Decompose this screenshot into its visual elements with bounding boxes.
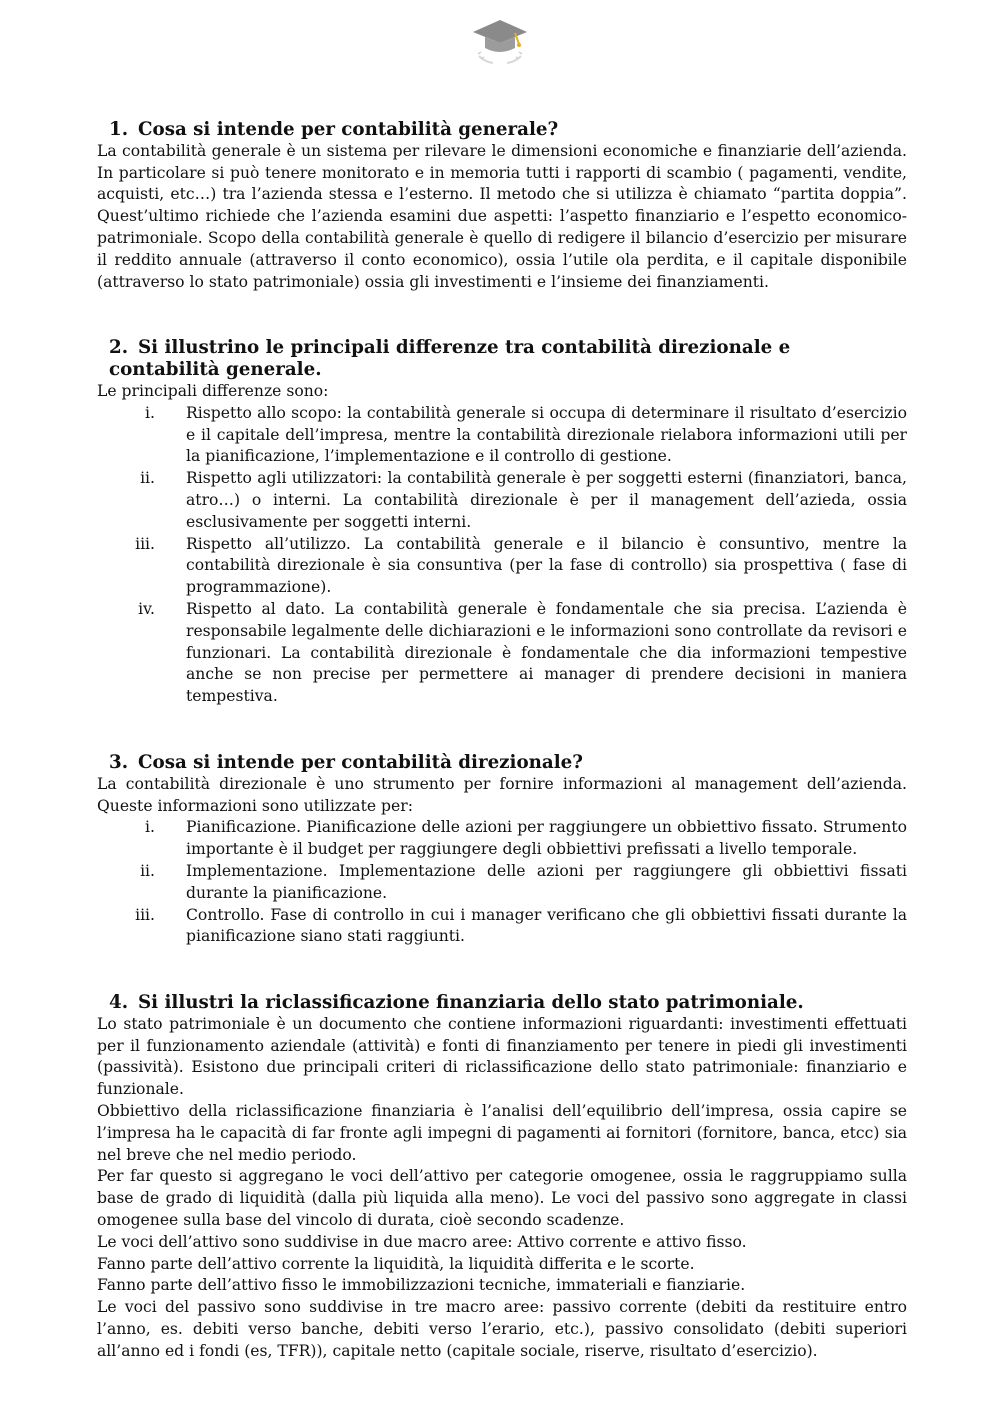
list-item (97, 468, 907, 533)
paragraph: La contabilità generale è un sistema per rilevare le dimensioni economiche e finanziarie dell’azienda. In particolare si può tenere monitorato e in memoria tutti i rapporti di scambio ( pagamenti, vendite, acquisti, etc…) tra l’azienda stessa e l’esterno. Il metodo che si utilizza è chiamato “partita doppia”. Quest’ultimo richiede che l’azienda esamini due aspetti: l’aspetto finanziario e l’espetto economico-patrimoniale. Scopo della contabilità generale è quello di redigere il bilancio d’esercizio per misurare il reddito annuale (attraverso il conto economico), ossia l’utile ola perdita, e il capitale disponibile (attraverso lo stato patrimoniale) ossia gli investimenti e l’insieme dei finanziamenti. (97, 141, 907, 291)
paragraph: Lo stato patrimoniale è un documento che contiene informazioni riguardanti: investimenti effettuati per il funzionamento aziendale (attività) e fonti di finanziamento per tenere in piedi gli investimenti (passività). Esistono due principali criteri di riclassificazione dello stato patrimoniale: finanziario e funzionale. (97, 1014, 907, 1099)
section-title-text: Si illustrino le principali differenze tra contabilità direzionale e contabilità generale. (109, 337, 791, 381)
section-number: 4. (109, 992, 129, 1014)
section-2 (97, 337, 907, 708)
list-item-text: Implementazione. Implementazione delle azioni per raggiungere gli obbiettivi fissati durante la pianificazione. (186, 861, 907, 902)
list-item-text: Controllo. Fase di controllo in cui i manager verificano che gli obbiettivi fissati durante la pianificazione siano stati raggiunti. (186, 905, 907, 946)
section-3 (97, 752, 907, 948)
list-item-text: Pianificazione. Pianificazione delle azioni per raggiungere un obbiettivo fissato. Strumento importante è il budget per raggiungere degli obbiettivi prefissati a livello temporale. (186, 818, 907, 859)
paragraph: Fanno parte dell’attivo fisso le immobilizzazioni tecniche, immateriali e fianziarie. (97, 1276, 746, 1295)
section-1-title (97, 119, 907, 141)
list-marker: ii. (140, 469, 155, 488)
roman-list (97, 817, 907, 948)
paragraph: Le voci del passivo sono suddivise in tre macro aree: passivo corrente (debiti da restituire entro l’anno, es. debiti verso banche, debiti verso l’erario, etc.), passivo consolidato (debiti superiori all’anno ed i fondi (es, TFR)), capitale netto (capitale sociale, riserve, risultato d’esercizio). (97, 1298, 907, 1360)
section-title-text: Cosa si intende per contabilità generale? (138, 119, 559, 140)
list-marker: i. (145, 403, 155, 422)
list-item (97, 861, 907, 905)
list-item (97, 599, 907, 708)
section-title-text: Si illustri la riclassificazione finanziaria dello stato patrimoniale. (138, 992, 804, 1014)
list-item-text: Rispetto agli utilizzatori: la contabilità generale è per soggetti esterni (finanziatori, banca, atro…) o interni. La contabilità direzionale è per il management dell’azieda, ossia esclusivamente per soggetti interni. (186, 469, 907, 531)
list-item (97, 905, 907, 949)
list-marker: ii. (140, 861, 155, 880)
list-marker: i. (145, 818, 155, 837)
list-item (97, 534, 907, 599)
section-number: 1. (109, 119, 129, 140)
section-4 (97, 992, 907, 1363)
list-item-text: Rispetto al dato. La contabilità generale è fondamentale che sia precisa. L’azienda è responsabile legalmente delle dichiarazioni e le informazioni sono controllate da revisori e funzionari. La contabilità direzionale è fondamentale che dia informazioni tempestive anche se non precise per permettere ai manager di prendere decisioni in maniera tempestiva. (186, 599, 907, 706)
document-body (97, 119, 907, 1407)
roman-list (97, 403, 907, 708)
section-3-title (97, 752, 907, 774)
section-number: 3. (109, 751, 129, 773)
list-item (97, 817, 907, 861)
list-marker: iv. (138, 599, 155, 618)
section-1 (97, 119, 907, 293)
section-intro: La contabilità direzionale è uno strumento per fornire informazioni al management dell’azienda. Queste informazioni sono utilizzate per: (97, 774, 907, 815)
list-item (97, 403, 907, 468)
list-item-text: Rispetto allo scopo: la contabilità generale si occupa di determinare il risultato d’esercizio e il capitale dell’impresa, mentre la contabilità direzionale rielabora informazioni utili per la pianificazione, l’implementazione e il controllo di gestione. (186, 403, 907, 466)
section-number: 2. (109, 337, 129, 359)
paragraph: Fanno parte dell’attivo corrente la liquidità, la liquidità differita e le scorte. (97, 1254, 695, 1273)
paragraph: Obbiettivo della riclassificazione finanziaria è l’analisi dell’equilibrio dell’impresa, ossia capire se l’impresa ha le capacità di far fronte agli impegni di pagamenti ai fornitori (fornitore, banca, etcc) sia nel breve che nel medio periodo. (97, 1102, 907, 1164)
paragraph: Per far questo si aggregano le voci dell’attivo per categorie omogenee, ossia le raggruppiamo sulla base de grado di liquidità (dalla più liquida alla meno). Le voci del passivo sono aggregate in classi omogenee sulla base del vincolo di durata, cioè secondo scadenze. (97, 1167, 907, 1230)
paragraph: Le voci dell’attivo sono suddivise in due macro aree: Attivo corrente e attivo fisso. (97, 1232, 747, 1251)
section-title-text: Cosa si intende per contabilità direzionale? (138, 751, 583, 773)
list-marker: iii. (135, 534, 155, 553)
section-intro: Le principali differenze sono: (97, 381, 329, 400)
graduation-cap-icon (471, 16, 529, 66)
list-item-text: Rispetto all’utilizzo. La contabilità generale e il bilancio è consuntivo, mentre la contabilità direzionale è sia consuntiva (per la fase di controllo) sia prospettiva ( fase di programmazione). (186, 534, 907, 597)
list-marker: iii. (135, 905, 155, 924)
section-4-title (97, 992, 907, 1014)
section-2-title (97, 337, 907, 381)
